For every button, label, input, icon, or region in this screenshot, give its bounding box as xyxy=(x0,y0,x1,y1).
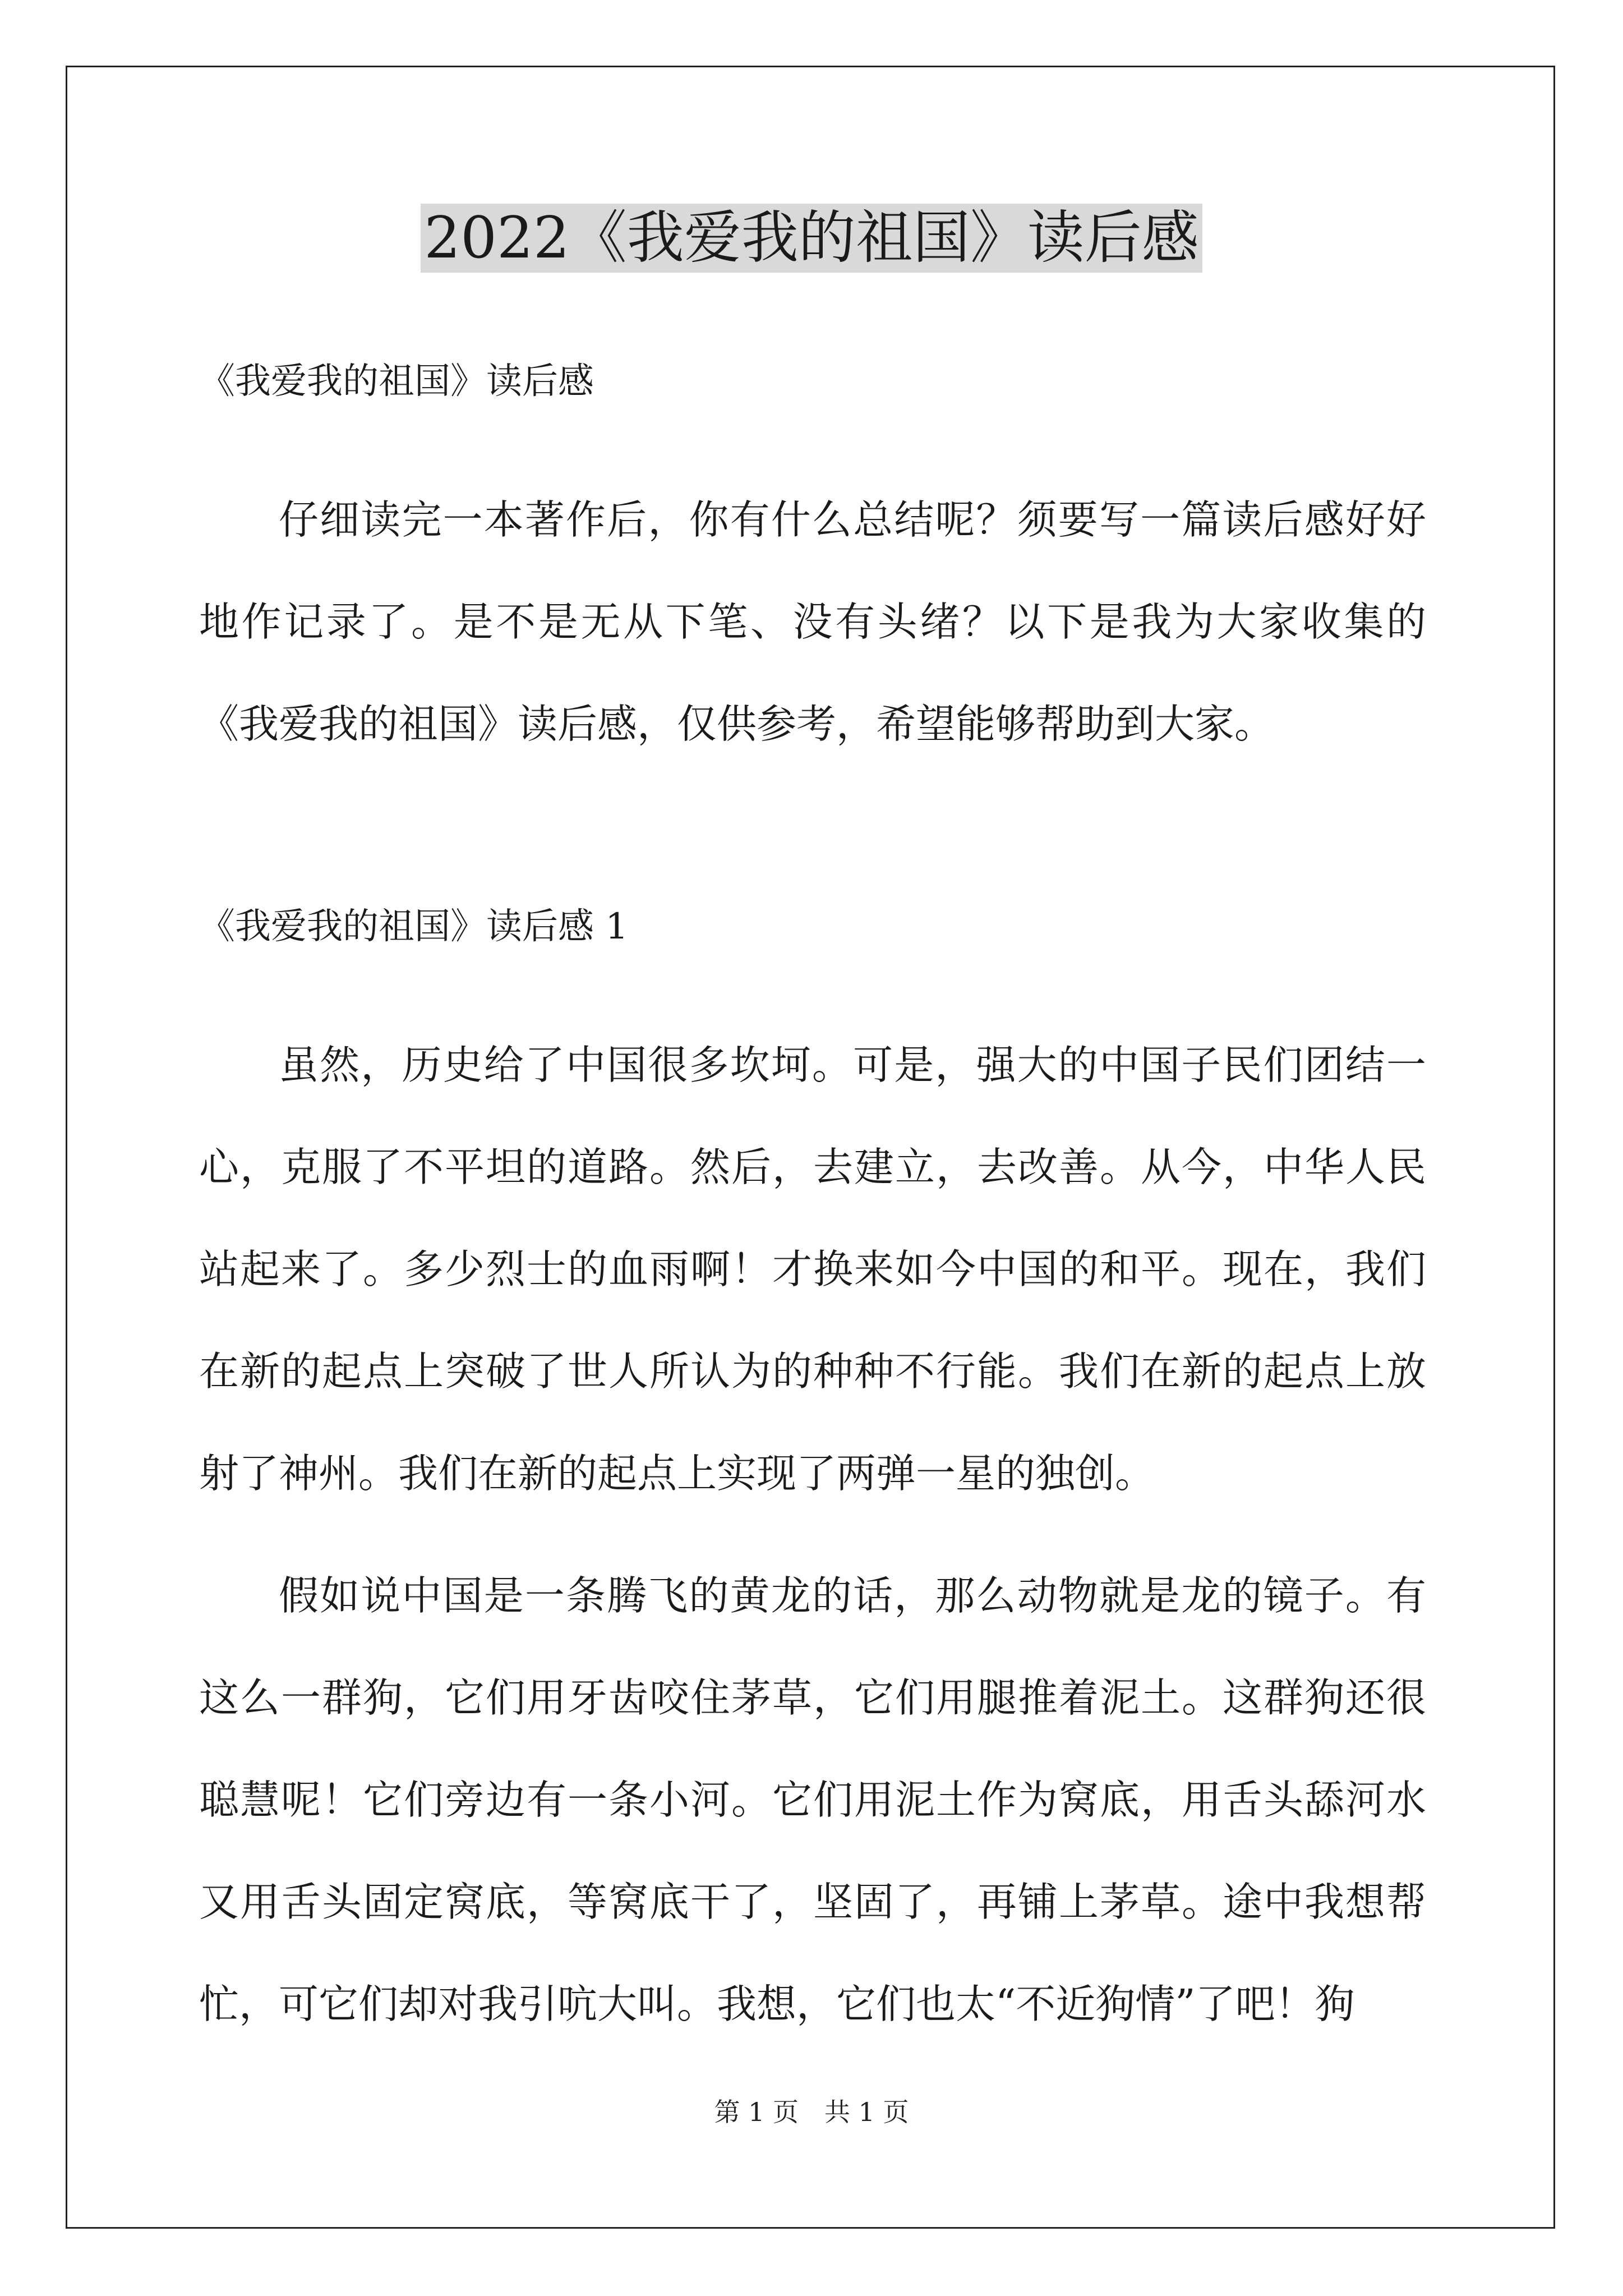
spacer xyxy=(199,775,1426,893)
section1-paragraph-2: 假如说中国是一条腾飞的黄龙的话，那么动物就是龙的镜子。有这么一群狗，它们用牙齿咬住茅草，它们用腿推着泥土。这群狗还很聪慧呢！它们旁边有一条小河。它们用泥土作为窝底，用舌头舔河水又用舌头固定窝底，等窝底干了，坚固了，再铺上茅草。途中我想帮忙，可它们却对我引吭大叫。我想，它们也太“不近狗情”了吧！狗 xyxy=(199,1572,1426,2027)
intro-paragraph: 仔细读完一本著作后，你有什么总结呢？须要写一篇读后感好好地作记录了。是不是无从下笔、没有头绪？以下是我为大家收集的《我爱我的祖国》读后感，仅供参考，希望能够帮助到大家。 xyxy=(199,496,1426,747)
spacer xyxy=(199,415,1426,469)
section1-heading: 《我爱我的祖国》读后感 1 xyxy=(199,906,629,947)
spacer xyxy=(199,960,1426,1014)
intro-heading: 《我爱我的祖国》读后感 xyxy=(199,361,594,402)
document-title xyxy=(0,202,1623,275)
page-footer: 第 1 页 共 1 页 xyxy=(714,2097,909,2127)
document-body xyxy=(199,348,1426,2055)
section1-paragraph-1: 虽然，历史给了中国很多坎坷。可是，强大的中国子民们团结一心，克服了不平坦的道路。然后，去建立，去改善。从今，中华人民站起来了。多少烈士的血雨啊！才换来如今中国的和平。现在，我们在新的起点上突破了世人所认为的种种不行能。我们在新的起点上放射了神州。我们在新的起点上实现了两弹一星的独创。 xyxy=(199,1042,1426,1497)
document-title-text: 2022《我爱我的祖国》读后感 xyxy=(421,204,1202,273)
